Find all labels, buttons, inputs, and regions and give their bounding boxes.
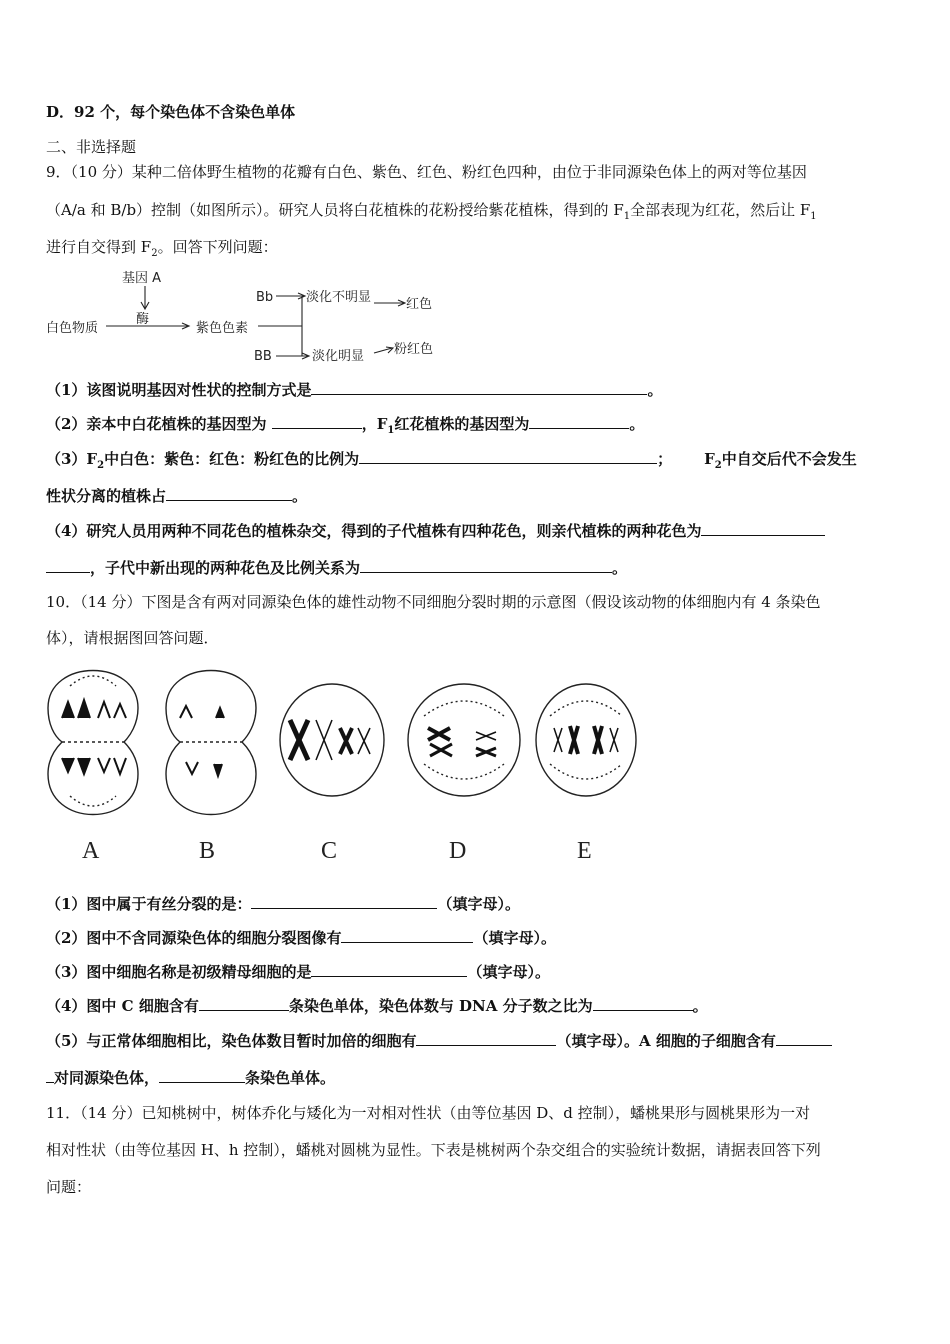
q9-stem-text: 进行自交得到 F bbox=[46, 238, 152, 256]
q10-part1 bbox=[46, 894, 520, 914]
cell-e-membrane bbox=[536, 684, 636, 796]
q9-part4-cont bbox=[46, 558, 627, 578]
period: 。 bbox=[692, 997, 708, 1015]
answer-blank[interactable] bbox=[529, 414, 629, 429]
q9-part3-text: 中白色：紫色：红色：粉红色的比例为 bbox=[104, 450, 360, 468]
cell-c-membrane bbox=[280, 684, 384, 796]
answer-blank[interactable] bbox=[199, 996, 289, 1011]
answer-blank[interactable] bbox=[272, 414, 362, 429]
cell-label-c: C bbox=[321, 838, 338, 864]
q10-part2 bbox=[46, 928, 556, 948]
q10-part5 bbox=[46, 1031, 832, 1051]
white-substance-label: 白色物质 bbox=[46, 321, 99, 336]
answer-blank[interactable] bbox=[46, 1068, 54, 1083]
q9-stem-line1: 9．（10 分）某种二倍体野生植物的花瓣有白色、紫色、红色、粉红色四种，由位于非同源染色体上的两对等位基因 bbox=[46, 163, 807, 181]
answer-blank[interactable] bbox=[251, 894, 437, 909]
q9-part3-cont bbox=[46, 486, 307, 506]
gene-pathway-diagram bbox=[44, 268, 454, 370]
weak-dilution-label: 淡化不明显 bbox=[306, 290, 372, 305]
cell-label-a: A bbox=[82, 838, 100, 864]
answer-blank[interactable] bbox=[776, 1031, 832, 1046]
cell-d-membrane bbox=[408, 684, 520, 796]
purple-pigment-label: 紫色色素 bbox=[196, 321, 249, 336]
q10-part4 bbox=[46, 996, 708, 1016]
subscript: 1 bbox=[623, 211, 631, 222]
bb-heterozygous-label: Bb bbox=[256, 290, 274, 305]
q9-stem-line2 bbox=[46, 200, 817, 227]
q10-part-text: （5）与正常体细胞相比，染色体数目暂时加倍的细胞有 bbox=[46, 1032, 417, 1050]
answer-blank[interactable] bbox=[593, 996, 693, 1011]
cell-label-b: B bbox=[199, 838, 216, 864]
answer-blank[interactable] bbox=[341, 928, 473, 943]
q10-part-text: 条染色单体。 bbox=[245, 1069, 336, 1087]
q10-part-text: （填字母）。 bbox=[437, 895, 520, 913]
q10-part-text: 对同源染色体， bbox=[54, 1069, 160, 1087]
pink-label: 粉红色 bbox=[394, 342, 434, 357]
period: 。 bbox=[647, 381, 663, 399]
q10-part-text: （4）图中 C 细胞含有 bbox=[46, 997, 199, 1015]
q10-part-text: 条染色单体，染色体数与 DNA 分子数之比为 bbox=[288, 997, 593, 1015]
q9-part4-text: （4）研究人员用两种不同花色的植株杂交，得到的子代植株有四种花色，则亲代植株的两种花色为 bbox=[46, 522, 702, 540]
q11-stem-line1: 11．（14 分）已知桃树中，树体乔化与矮化为一对相对性状（由等位基因 D、d 控制），蟠桃果形与圆桃果形为一对 bbox=[46, 1104, 811, 1122]
q9-part1-text: （1）该图说明基因对性状的控制方式是 bbox=[46, 381, 312, 399]
enzyme-label: 酶 bbox=[136, 312, 150, 327]
q10-part-text: （1）图中属于有丝分裂的是： bbox=[46, 895, 252, 913]
q10-part5-cont bbox=[46, 1068, 335, 1088]
q9-part3-text: 性状分离的植株占 bbox=[46, 487, 167, 505]
q9-part3-text: 中自交后代不会发生 bbox=[721, 450, 857, 468]
period: 。 bbox=[292, 487, 308, 505]
q10-part-text: （填字母）。 bbox=[473, 929, 556, 947]
subscript: 1 bbox=[810, 211, 817, 222]
answer-blank[interactable] bbox=[359, 449, 657, 464]
period: 。 bbox=[629, 415, 645, 433]
subscript: 2 bbox=[97, 460, 105, 471]
subscript: 1 bbox=[387, 425, 395, 436]
option-d: D．92 个，每个染色体不含染色单体 bbox=[46, 103, 296, 121]
q10-part-text: （填字母）。A 细胞的子细胞含有 bbox=[556, 1032, 776, 1050]
q9-part3-text: F bbox=[704, 450, 715, 468]
cell-label-d: D bbox=[449, 838, 467, 864]
answer-blank[interactable] bbox=[311, 962, 467, 977]
q9-part3 bbox=[46, 449, 857, 476]
q9-stem-text: 全部表现为红花，然后让 F bbox=[630, 201, 811, 219]
q9-part2 bbox=[46, 414, 644, 441]
q10-part-text: （3）图中细胞名称是初级精母细胞的是 bbox=[46, 963, 312, 981]
subscript: 2 bbox=[151, 248, 158, 259]
q9-part3-text: （3）F bbox=[46, 450, 98, 468]
q9-stem-line3 bbox=[46, 237, 278, 264]
q9-part2-text: ，F bbox=[361, 415, 388, 433]
section-title: 二、非选择题 bbox=[46, 138, 137, 156]
answer-blank[interactable] bbox=[360, 558, 612, 573]
answer-blank[interactable] bbox=[416, 1031, 556, 1046]
q10-part-text: （填字母）。 bbox=[467, 963, 550, 981]
answer-blank[interactable] bbox=[159, 1068, 245, 1083]
bb-homozygous-label: BB bbox=[254, 349, 272, 364]
q9-part4-text: ，子代中新出现的两种花色及比例关系为 bbox=[90, 559, 361, 577]
gene-a-label: 基因 A bbox=[122, 271, 162, 286]
q11-stem-line3: 问题： bbox=[46, 1178, 92, 1196]
semicolon: ； bbox=[657, 450, 673, 468]
q9-stem-text: 。回答下列问题： bbox=[157, 238, 278, 256]
period: 。 bbox=[612, 559, 628, 577]
strong-dilution-label: 淡化明显 bbox=[312, 349, 365, 364]
q10-part-text: （2）图中不含同源染色体的细胞分裂图像有 bbox=[46, 929, 342, 947]
cell-division-figure bbox=[40, 656, 650, 832]
cell-label-e: E bbox=[577, 838, 592, 864]
q9-part4 bbox=[46, 521, 825, 541]
q9-stem-text: （A/a 和 B/b）控制（如图所示）。研究人员将白花植株的花粉授给紫花植株，得到的 F bbox=[46, 201, 624, 219]
q10-stem-line1: 10．（14 分）下图是含有两对同源染色体的雄性动物不同细胞分裂时期的示意图（假设该动物的体细胞内有 4 条染色 bbox=[46, 593, 821, 611]
q10-part3 bbox=[46, 962, 550, 982]
red-label: 红色 bbox=[406, 297, 433, 312]
q11-stem-line2: 相对性状（由等位基因 H、h 控制），蟠桃对圆桃为显性。下表是桃树两个杂交组合的实验统计数据，请据表回答下列 bbox=[46, 1141, 821, 1159]
q10-stem-line2: 体），请根据图回答问题． bbox=[46, 629, 219, 647]
q9-part1 bbox=[46, 380, 662, 400]
answer-blank[interactable] bbox=[701, 521, 825, 536]
answer-blank[interactable] bbox=[311, 380, 647, 395]
subscript: 2 bbox=[714, 460, 722, 471]
answer-blank[interactable] bbox=[166, 486, 292, 501]
q9-part2-text: （2）亲本中白花植株的基因型为 bbox=[46, 415, 267, 433]
q9-part2-text: 红花植株的基因型为 bbox=[394, 415, 530, 433]
answer-blank[interactable] bbox=[46, 558, 90, 573]
